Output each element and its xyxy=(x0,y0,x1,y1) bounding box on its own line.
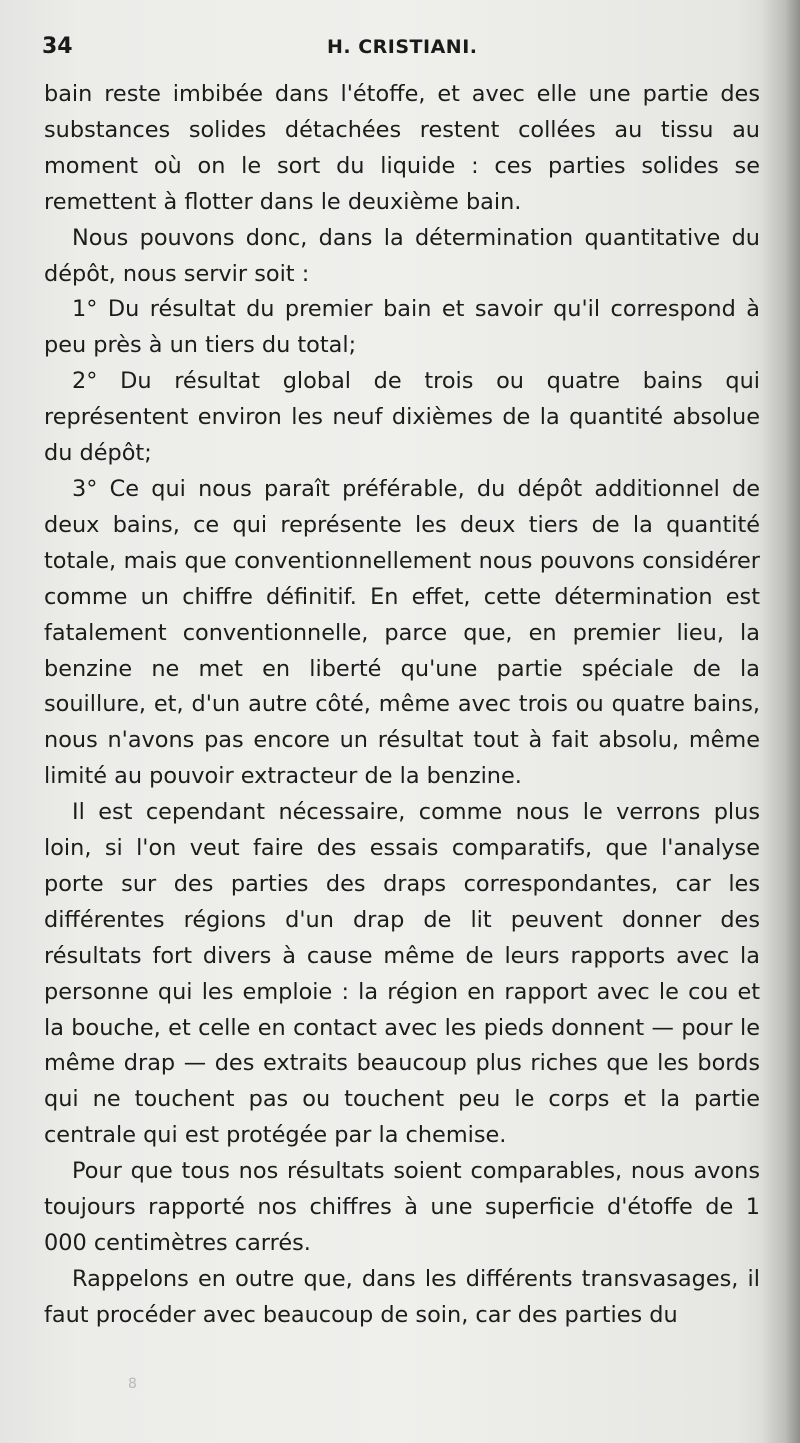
paragraph: Nous pouvons donc, dans la détermination quantitative du dépôt, nous servir soit : xyxy=(44,224,760,287)
paragraph-continuation: bain reste imbibée dans l'étoffe, et avec elle une partie des substances solides détachées restent collées au tissu au moment où on le sort du liquide : ces parties solides se remettent à flotter dans le deuxième bain. xyxy=(44,81,760,215)
body-text xyxy=(44,77,760,1334)
page-number: 34 xyxy=(42,34,73,59)
paragraph: Rappelons en outre que, dans les différents transvasages, il faut procéder avec beaucoup de soin, car des parties du xyxy=(44,1265,760,1328)
paragraph-item-2: 2° Du résultat global de trois ou quatre bains qui représentent environ les neuf dixièmes de la quantité absolue du dépôt; xyxy=(44,368,760,467)
paragraph: Il est cependant nécessaire, comme nous le verrons plus loin, si l'on veut faire des essais comparatifs, que l'analyse porte sur des parties des draps correspondantes, car les différentes régions d'un drap de lit peuvent donner des résultats fort divers à cause même de leurs rapports avec la personne qui les emploie : la région en rapport avec le cou et la bouche, et celle en contact avec les pieds donnent — pour le même drap — des extraits beaucoup plus riches que les bords qui ne touchent pas ou touchent peu le corps et la partie centrale qui est protégée par la chemise. xyxy=(44,799,760,1149)
running-head: H. CRISTIANI. xyxy=(327,36,478,58)
page-header xyxy=(42,34,760,64)
paragraph: Pour que tous nos résultats soient comparables, nous avons toujours rapporté nos chiffres à une superficie d'étoffe de 1 000 centimètres carrés. xyxy=(44,1158,760,1256)
page-gutter-shadow xyxy=(762,0,800,1443)
paragraph-item-1: 1° Du résultat du premier bain et savoir qu'il correspond à peu près à un tiers du total; xyxy=(44,296,760,359)
footer-mark: 8 xyxy=(128,1376,137,1392)
paragraph-item-3: 3° Ce qui nous paraît préférable, du dépôt additionnel de deux bains, ce qui représente les deux tiers de la quantité totale, mais que conventionnellement nous pouvons considérer comme un chiffre définitif. En effet, cette détermination est fatalement conventionnelle, parce que, en premier lieu, la benzine ne met en liberté qu'une partie spéciale de la souillure, et, d'un autre côté, même avec trois ou quatre bains, nous n'avons pas encore un résultat tout à fait absolu, même limité au pouvoir extracteur de la benzine. xyxy=(44,475,760,790)
